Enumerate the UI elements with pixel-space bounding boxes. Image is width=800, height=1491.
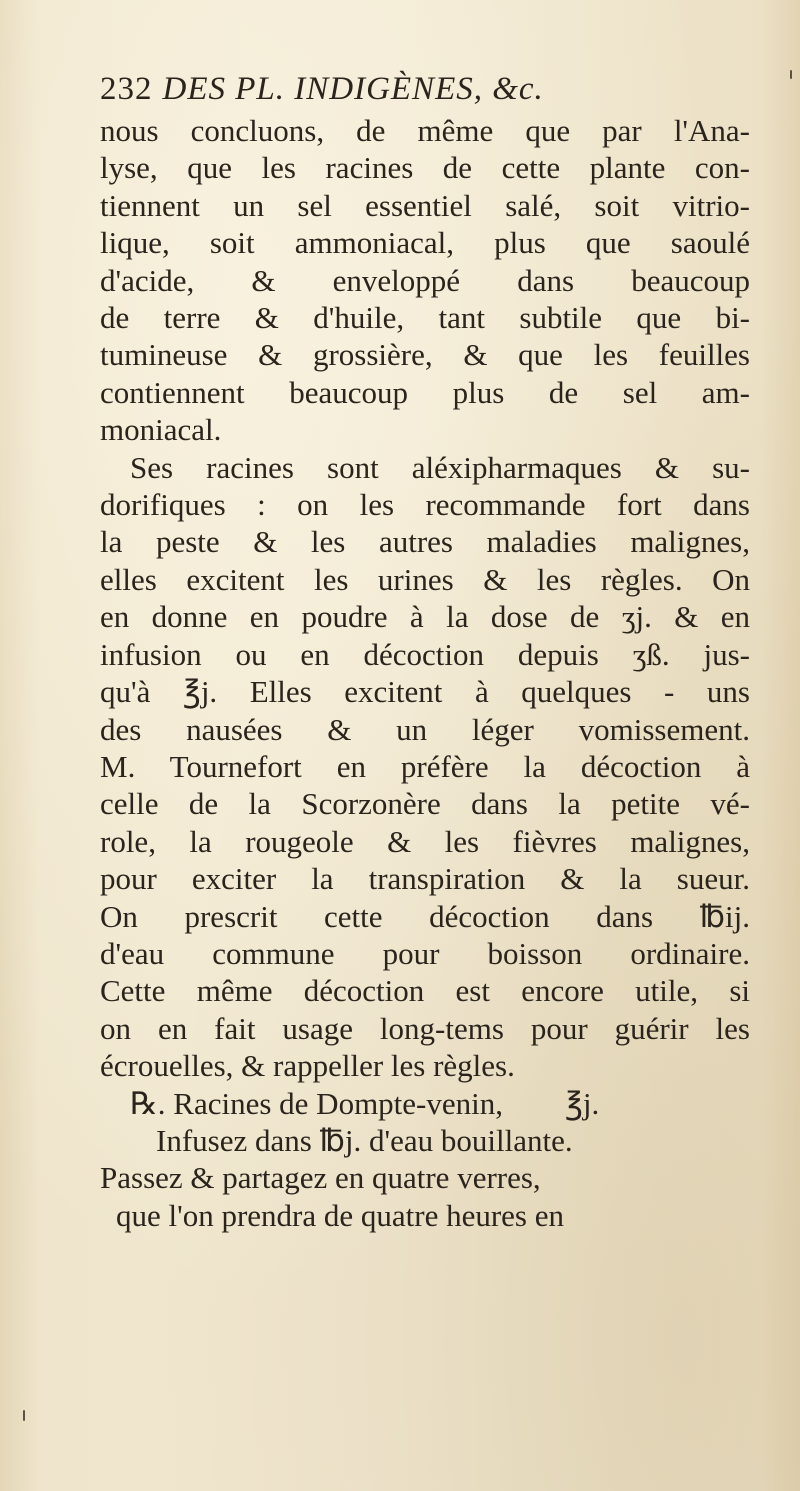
text-line: lique, soit ammoniacal, plus que saoulé bbox=[100, 225, 750, 261]
text-line: tiennent un sel essentiel salé, soit vitrio- bbox=[100, 187, 750, 223]
text-line: en donne en poudre à la dose de ʒj. & en bbox=[100, 599, 750, 635]
text-line: Infusez dans ℔j. d'eau bouillante. bbox=[156, 1122, 573, 1158]
text-line: qu'à ℥j. Elles excitent à quelques - uns bbox=[100, 674, 750, 710]
text-line: nous concluons, de même que par l'Ana- bbox=[100, 113, 750, 148]
text-line: M. Tournefort en préfère la décoction à bbox=[100, 748, 750, 784]
text-line: elles excitent les urines & les règles. On bbox=[100, 561, 750, 597]
paragraph-properties bbox=[100, 449, 750, 1085]
text-line: role, la rougeole & les fièvres malignes, bbox=[100, 823, 750, 859]
text-line: d'eau commune pour boisson ordinaire. bbox=[100, 935, 750, 971]
text-line: tumineuse & grossière, & que les feuilles bbox=[100, 337, 750, 373]
text-line: que l'on prendra de quatre heures en bbox=[116, 1197, 565, 1233]
running-header bbox=[100, 66, 750, 112]
text-line: des nausées & un léger vomissement. bbox=[100, 711, 750, 747]
paper-speck bbox=[790, 70, 792, 79]
paragraph-recipe bbox=[100, 1085, 750, 1235]
text-line: celle de la Scorzonère dans la petite vé- bbox=[100, 786, 750, 822]
text-line: d'acide, & enveloppé dans beaucoup bbox=[100, 262, 750, 298]
paragraph-conclusion bbox=[100, 112, 750, 449]
text-line: Passez & partagez en quatre verres, bbox=[100, 1160, 541, 1196]
text-line: contiennent beaucoup plus de sel am- bbox=[100, 374, 750, 410]
text-line: moniacal. bbox=[100, 412, 222, 448]
text-line: de terre & d'huile, tant subtile que bi- bbox=[100, 300, 750, 336]
text-line: écrouelles, & rappeller les règles. bbox=[100, 1048, 515, 1084]
text-line: On prescrit cette décoction dans ℔ij. bbox=[100, 898, 750, 934]
running-title: DES PL. INDIGÈNES, &c. bbox=[162, 71, 544, 107]
text-line: ℞. Racines de Dompte-venin, ℥j. bbox=[130, 1085, 600, 1121]
page-text bbox=[100, 66, 750, 1234]
text-line: on en fait usage long-tems pour guérir les bbox=[100, 1010, 750, 1046]
text-line: pour exciter la transpiration & la sueur. bbox=[100, 861, 750, 897]
text-line: lyse, que les racines de cette plante con- bbox=[100, 150, 750, 186]
text-line: la peste & les autres maladies malignes, bbox=[100, 524, 750, 560]
text-line: Cette même décoction est encore utile, si bbox=[100, 973, 750, 1009]
text-line: infusion ou en décoction depuis ʒß. jus- bbox=[100, 636, 750, 672]
text-line: dorifiques : on les recommande fort dans bbox=[100, 487, 750, 523]
paper-speck bbox=[23, 1410, 25, 1421]
text-line: Ses racines sont aléxipharmaques & su- bbox=[130, 449, 750, 485]
page-number: 232 bbox=[100, 71, 153, 107]
